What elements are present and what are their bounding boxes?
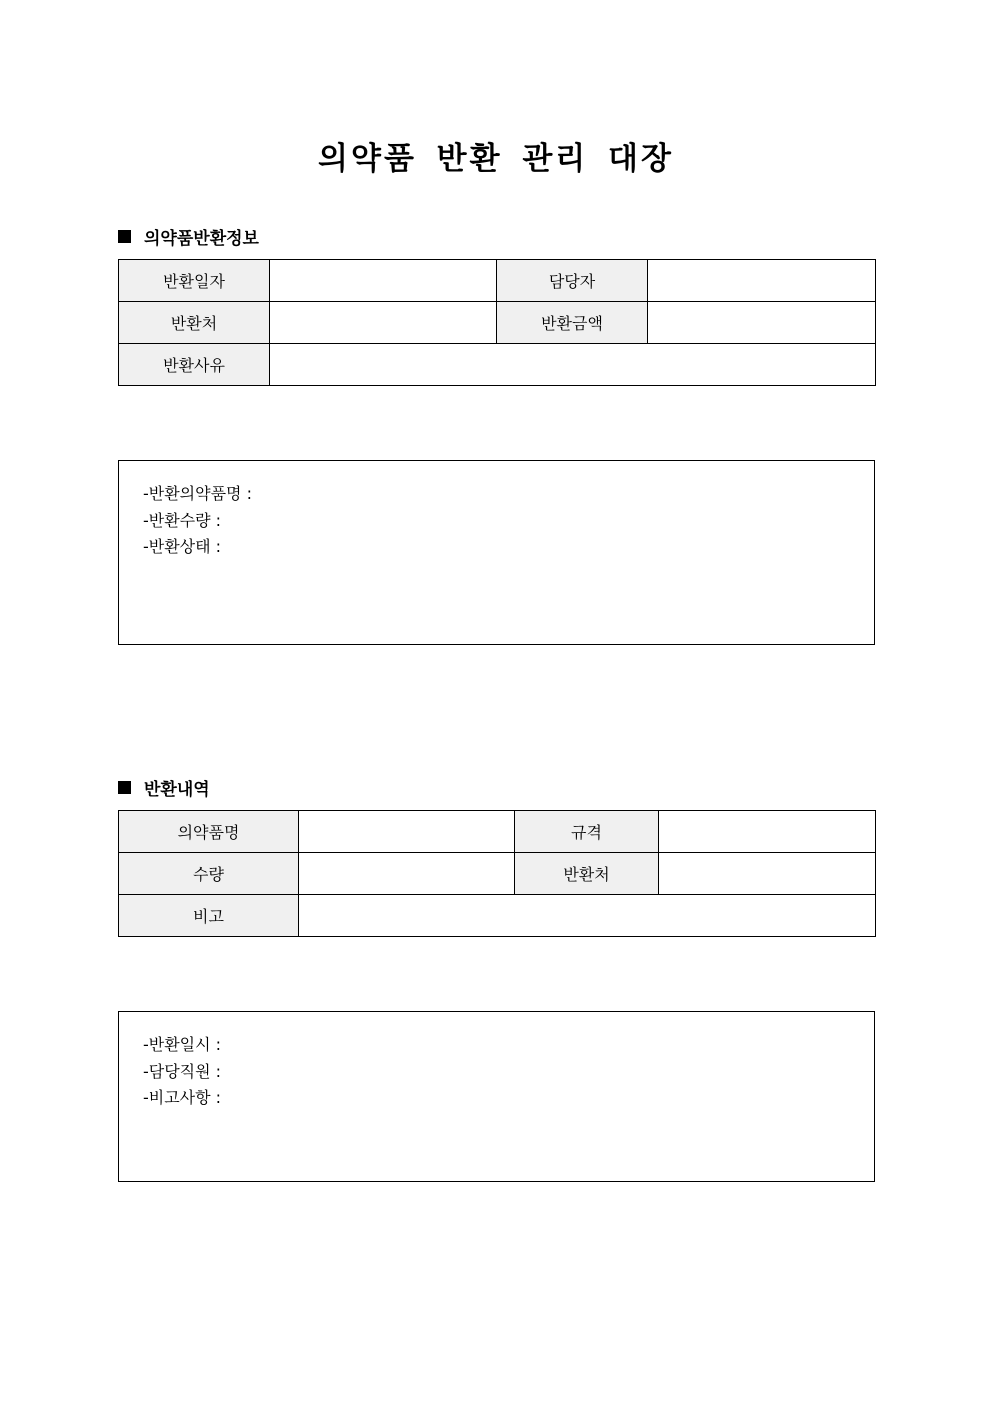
square-bullet-icon	[118, 230, 131, 243]
page-title: 의약품 반환 관리 대장	[318, 141, 674, 177]
section-heading-return-history	[118, 775, 210, 800]
quantity-field[interactable]	[299, 853, 515, 895]
note-line-status: -반환상태 :	[143, 537, 222, 556]
square-bullet-icon	[118, 781, 131, 794]
return-to-field[interactable]	[659, 853, 876, 895]
return-amount-field[interactable]	[648, 302, 876, 344]
return-to-label: 반환처	[515, 853, 659, 895]
manager-field[interactable]	[648, 260, 876, 302]
section-heading-return-info	[118, 224, 259, 249]
return-history-details-box[interactable]	[118, 1011, 875, 1182]
table-row	[119, 853, 876, 895]
remarks-label: 비고	[119, 895, 299, 937]
return-date-label: 반환일자	[119, 260, 270, 302]
return-date-field[interactable]	[270, 260, 497, 302]
spec-field[interactable]	[659, 811, 876, 853]
note-line-remarks: -비고사항 :	[143, 1088, 222, 1107]
return-info-table	[118, 259, 876, 386]
manager-label: 담당자	[497, 260, 648, 302]
table-row	[119, 344, 876, 386]
return-history-table	[118, 810, 876, 937]
return-to-field[interactable]	[270, 302, 497, 344]
note-line-return-datetime: -반환일시 :	[143, 1035, 222, 1054]
drug-name-field[interactable]	[299, 811, 515, 853]
return-details-box[interactable]	[118, 460, 875, 645]
note-line-staff: -담당직원 :	[143, 1061, 222, 1081]
return-amount-label: 반환금액	[497, 302, 648, 344]
note-line-drug-name: -반환의약품명 :	[143, 484, 252, 503]
table-row	[119, 302, 876, 344]
section-heading-label: 반환내역	[144, 780, 210, 800]
spec-label: 규격	[515, 811, 659, 853]
return-reason-label: 반환사유	[119, 344, 270, 386]
return-to-label: 반환처	[119, 302, 270, 344]
quantity-label: 수량	[119, 853, 299, 895]
return-reason-field[interactable]	[270, 344, 876, 386]
note-line-quantity: -반환수량 :	[143, 510, 222, 530]
section-heading-label: 의약품반환정보	[144, 229, 259, 249]
table-row	[119, 895, 876, 937]
table-row	[119, 260, 876, 302]
drug-name-label: 의약품명	[119, 811, 299, 853]
table-row	[119, 811, 876, 853]
remarks-field[interactable]	[299, 895, 876, 937]
